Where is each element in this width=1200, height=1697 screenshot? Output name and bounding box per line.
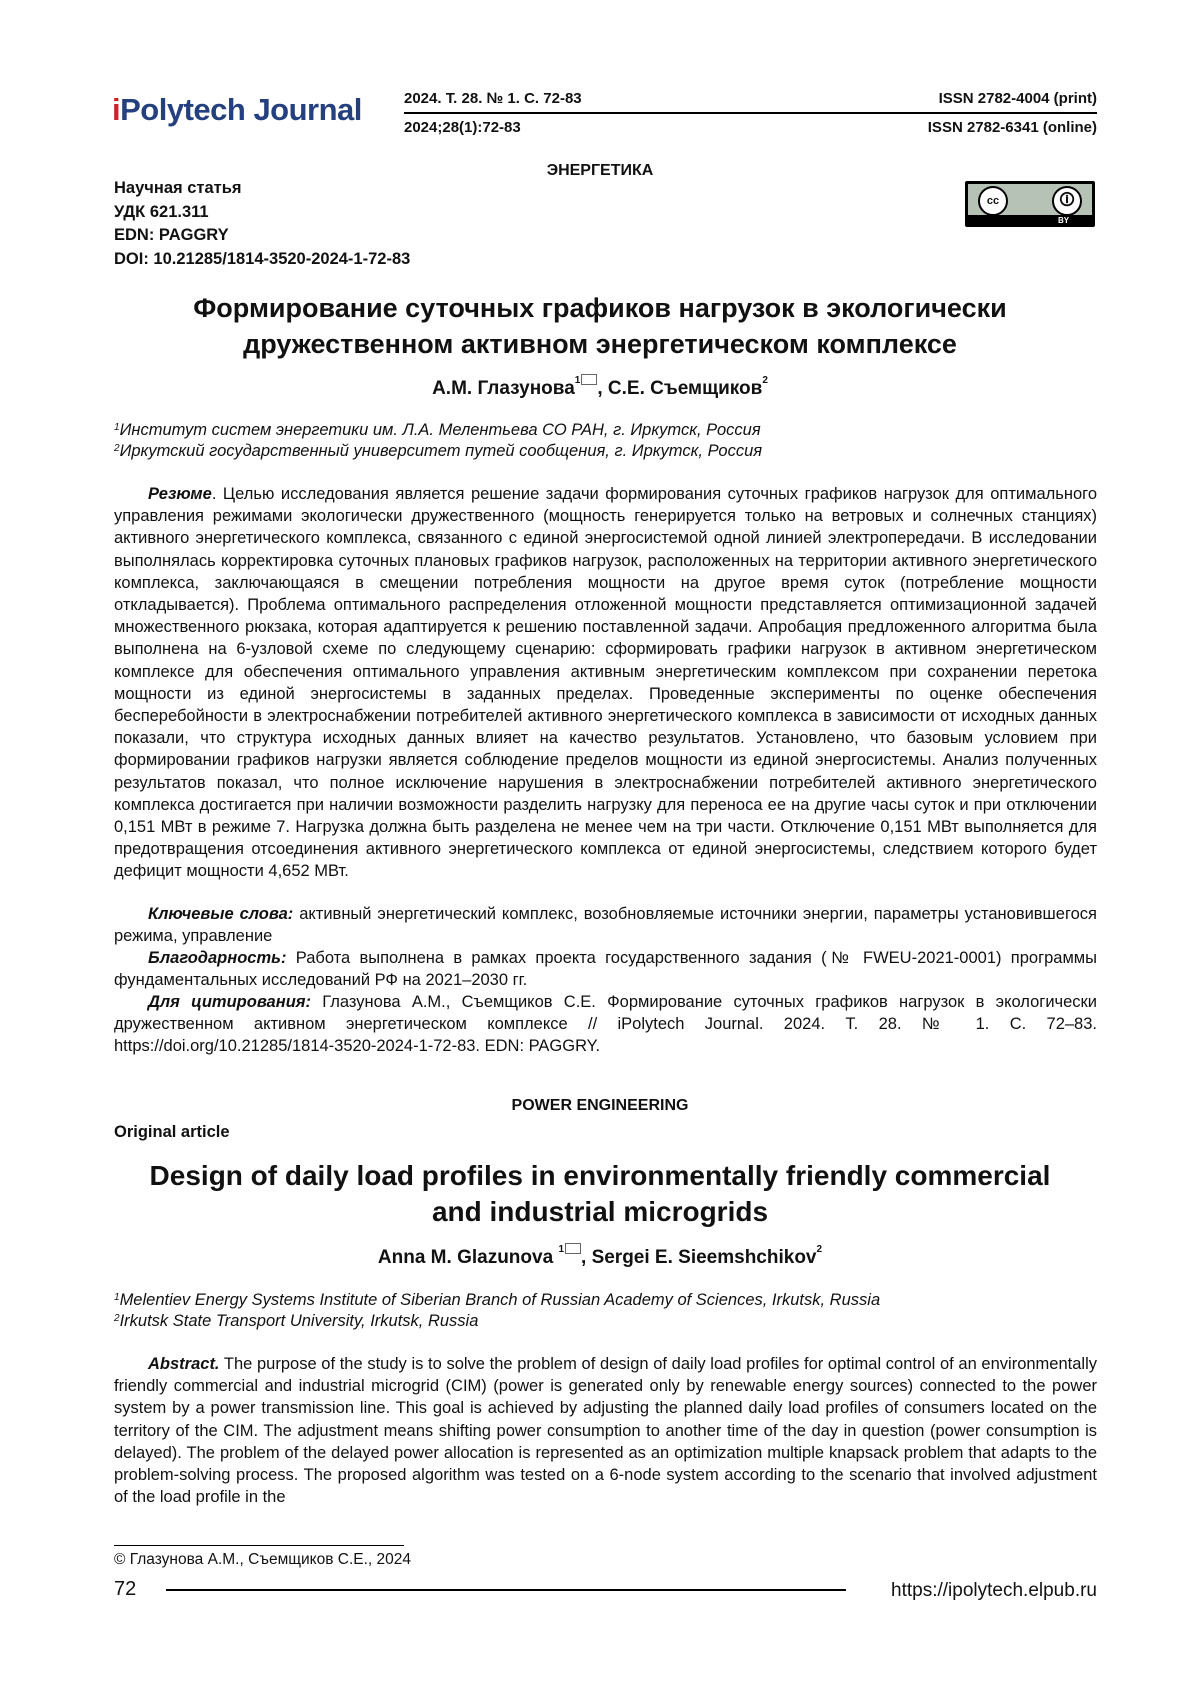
citation-ru: 2024. Т. 28. № 1. С. 72-83 — [404, 90, 582, 107]
article-type: Научная статья — [114, 179, 242, 197]
envelope-icon — [581, 374, 597, 385]
header-rule — [404, 112, 1097, 114]
funding-ru: Благодарность: Работа выполнена в рамках проекта государственного задания (№ FWEU-2021-0001) программы фундаментальных исследований РФ на 2021–2030 гг. — [114, 949, 1097, 990]
abstract-en: Abstract. The purpose of the study is to solve the problem of design of daily load profiles for optimal control of an environmentally friendly commercial and industrial microgrid (CIM) (power is generated only by renewable energy sources) connected to the power system by a power transmission line. This goal is achieved by adjusting the planned daily load profiles of consumers located on the territory of the CIM. The adjustment means shifting power consumption to another time of the day in question (power consumption is delayed). The problem of the delayed power allocation is represented as an optimization multiple knapsack problem that adapts to the problem-solving process. The proposed algorithm was tested on a 6-node system according to the scenario that involved adjustment of the load profile in the — [114, 1355, 1097, 1507]
issn-print: ISSN 2782-4004 (print) — [938, 90, 1097, 107]
page-number: 72 — [114, 1578, 137, 1600]
title-ru: Формирование суточных графиков нагрузок в экологически дружественном активном энергетическом комплексе — [193, 293, 1007, 359]
section-heading-en: POWER ENGINEERING — [511, 1097, 689, 1114]
footer-rule — [166, 1589, 846, 1591]
section-heading-ru: ЭНЕРГЕТИКА — [546, 162, 654, 179]
by-label: BY — [1058, 216, 1070, 225]
author-2: С.Е. Съемщиков — [607, 378, 763, 399]
author-2-en: Sergei E. Sieemshchikov — [591, 1247, 817, 1268]
affiliations-en: $^1$Melentiev Energy Systems Institute of Siberian Branch of Russian Academy of Sciences, Irkutsk, Russia $^2$Irkutsk State Transport University, Irkutsk, Russia — [114, 1291, 881, 1330]
edn: EDN: PAGGRY — [114, 226, 229, 244]
person-icon: 🛈 — [1052, 186, 1082, 216]
title-en: Design of daily load profiles in environmentally friendly commercial and industrial microgrids — [149, 1160, 1051, 1227]
article-meta — [114, 177, 410, 271]
footnote-rule — [114, 1545, 404, 1546]
citation-en: 2024;28(1):72-83 — [404, 119, 521, 136]
article-type-en: Original article — [114, 1123, 230, 1141]
issn-online: ISSN 2782-6341 (online) — [927, 119, 1097, 136]
author-1-en: Anna M. Glazunova — [377, 1247, 554, 1268]
cc-icon: cc — [978, 186, 1008, 216]
cc-by-license-badge[interactable] — [965, 181, 1095, 227]
keywords-ru: Ключевые слова: активный энергетический комплекс, возобновляемые источники энергии, параметры установившегося режима, управление — [114, 905, 1097, 946]
journal-logo: iPolytech Journal — [112, 92, 362, 127]
author-1: А.М. Глазунова — [432, 378, 575, 399]
copyright: © Глазунова А.М., Съемщиков С.Е., 2024 — [114, 1551, 411, 1568]
citation-ru-block: Для цитирования: Глазунова А.М., Съемщиков С.Е. Формирование суточных графиков нагрузок в экологически дружественном активном энергетическом комплексе // iPolytech Journal. 2024. Т. 28. № 1. С. 72–83. https://doi.org/10.21285/1814-3520-2024-1-72-83. EDN: PAGGRY. — [114, 993, 1097, 1056]
udk: УДК 621.311 — [114, 202, 209, 221]
doi: DOI: 10.21285/1814-3520-2024-1-72-83 — [114, 249, 411, 268]
affiliations-ru: $^1$Институт систем энергетики им. Л.А. Мелентьева СО РАН, г. Иркутск, Россия $^2$Иркутский государственный университет путей сообщения, г. Иркутск, Россия — [114, 421, 763, 460]
authors-ru: А.М. Глазунова$^1$ , С.Е. Съемщиков$^2$ — [432, 375, 768, 399]
abstract-ru: Резюме. Целью исследования является решение задачи формирования суточных графиков нагрузок для оптимального управления режимами экологически дружественного (мощность генерируется только на ветровых и солнечных станциях) активного энергетического комплекса, связанного с единой энергосистемой одной линией электропередачи. В исследовании выполнялась корректировка суточных плановых графиков нагрузок, расположенных на территории активного энергетического комплекса, заключающаяся в смещении потребления мощности на другое время суток (потребление мощности откладывается). Проблема оптимального распределения отложенной мощности представляется оптимизационной задачей множественного рюкзака, которая адаптируется к решению поставленной задачи. Апробация предложенного алгоритма была выполнена на 6-узловой схеме по следующему сценарию: сформировать графики нагрузок в активном энергетическом комплексе для обеспечения оптимального управления активным энергетическим комплексом при сохранении перетока мощности из единой энергосистемы в заданных пределах. Проведенные эксперименты по оценке обеспечения бесперебойности в электроснабжении потребителей активного энергетического комплекса в зависимости от исходных данных показали, что структура исходных данных влияет на качество результатов. Установлено, что базовым условием при формировании графиков нагрузки является соблюдение пределов мощности из единой энергосистемы. Анализ полученных результатов показал, что полное исключение нарушения в электроснабжении потребителей активного энергетического комплекса достигается при наличии возможности разделить нагрузку для переноса ее на другие часы суток и при отключении 0,151 МВт в режиме 7. Нагрузка должна быть разделена не менее чем на три части. Отключение 0,151 МВт выполняется для предотвращения отсоединения активного энергетического комплекса от единой энергосистемы, следствием которого будет дефицит мощности 4,652 МВт. — [114, 485, 1097, 881]
authors-en: Anna M. Glazunova $^1$ , Sergei E. Sieemshchikov$^2$ — [377, 1244, 823, 1268]
envelope-icon — [565, 1243, 581, 1254]
journal-url-link[interactable]: https://ipolytech.elpub.ru — [891, 1580, 1097, 1601]
